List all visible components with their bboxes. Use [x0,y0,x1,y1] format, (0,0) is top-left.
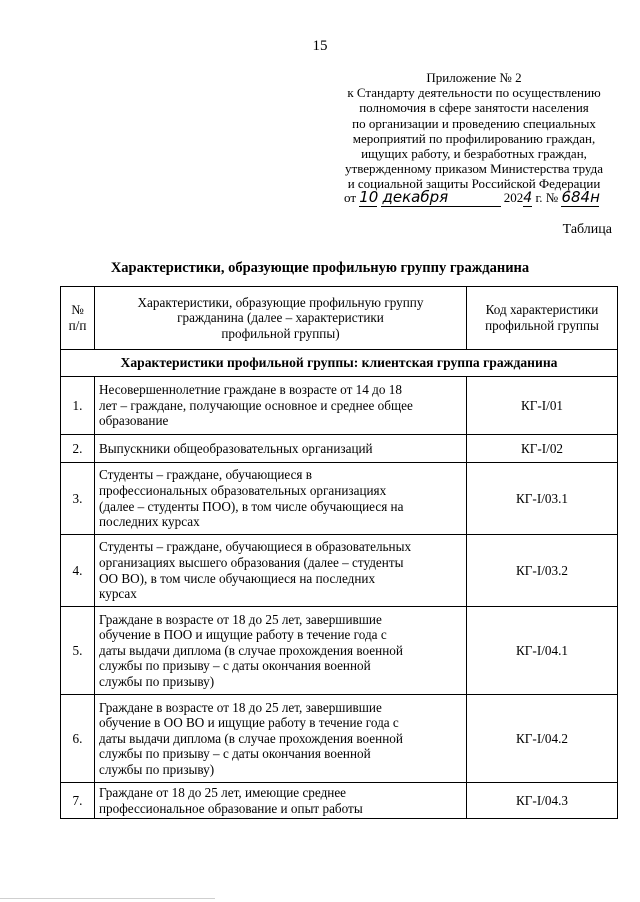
table-row [61,695,618,783]
row-code: КГ-I/03.1 [467,463,618,535]
row-num: 2. [61,435,95,463]
row-num: 3. [61,463,95,535]
row-code: КГ-I/04.2 [467,695,618,783]
row-text: Граждане в возрасте от 18 до 25 лет, завершившие обучение в ОО ВО и ищущие работу в течение года с даты выдачи диплома (в случае прохождения военной службы по призыву – с даты окончания военной службы по призыву) [95,695,467,783]
row-text: Граждане от 18 до 25 лет, имеющие среднее профессиональное образование и опыт работы [95,783,467,819]
row-text: Выпускники общеобразовательных организаций [95,435,467,463]
table-row [61,535,618,607]
table-title: Характеристики, образующие профильную группу гражданина [110,260,530,276]
table-row [61,435,618,463]
section-row [61,350,618,377]
appendix-line: полномочия в сфере занятости населения [359,100,589,116]
row-num: 1. [61,377,95,435]
header-characteristic: Характеристики, образующие профильную группу гражданина (далее – характеристики профильной группы) [95,287,467,350]
table-row [61,783,618,819]
row-num: 5. [61,607,95,695]
header-code: Код характеристики профильной группы [467,287,618,350]
table-header-row [61,287,618,350]
order-year-handwritten: 4 [523,190,533,206]
order-month: декабря [381,188,501,207]
appendix-line: Приложение № 2 [426,70,522,85]
row-num: 6. [61,695,95,783]
appendix-line: мероприятий по профилированию граждан, [352,130,596,146]
table-row [61,463,618,535]
order-date-line [344,188,599,207]
row-code: КГ-I/02 [467,435,618,463]
header-num: № п/п [61,287,95,350]
scan-edge-line [0,898,215,899]
appendix-line: ищущих работу, и безработных граждан, [361,146,587,162]
characteristics-table [60,286,618,819]
table-row [61,377,618,435]
row-code: КГ-I/01 [467,377,618,435]
section-title: Характеристики профильной группы: клиентская группа гражданина [61,350,618,377]
row-code: КГ-I/03.2 [467,535,618,607]
order-year-printed: 202 [503,190,524,205]
appendix-block [330,70,618,192]
page-number: 15 [312,38,328,54]
row-text: Студенты – граждане, обучающиеся в образовательных организациях высшего образования (далее – студенты ОО ВО), в том числе обучающиеся на последних курсах [95,535,467,607]
order-year-suffix: г. № [535,190,559,205]
table-row [61,607,618,695]
order-prefix: от [344,190,357,205]
order-number: 684н [561,188,600,206]
row-code: КГ-I/04.3 [467,783,618,819]
row-num: 4. [61,535,95,607]
order-day: 10 [359,188,379,206]
row-text: Студенты – граждане, обучающиеся в профессиональных образовательных организациях (далее – студенты ПОО), в том числе обучающиеся на последних курсах [95,463,467,535]
table-label: Таблица [562,222,612,237]
appendix-line: и социальной защиты Российской Федерации [347,176,601,192]
row-text: Граждане в возрасте от 18 до 25 лет, завершившие обучение в ПОО и ищущие работу в течение года с даты выдачи диплома (в случае прохождения военной службы по призыву – с даты окончания военной службы по призыву) [95,607,467,695]
row-num: 7. [61,783,95,819]
appendix-line: утвержденному приказом Министерства труда [345,161,603,177]
appendix-line: по организации и проведению специальных [352,115,596,131]
row-code: КГ-I/04.1 [467,607,618,695]
row-text: Несовершеннолетние граждане в возрасте от 14 до 18 лет – граждане, получающие основное и среднее общее образование [95,377,467,435]
appendix-line: к Стандарту деятельности по осуществлению [347,85,601,101]
